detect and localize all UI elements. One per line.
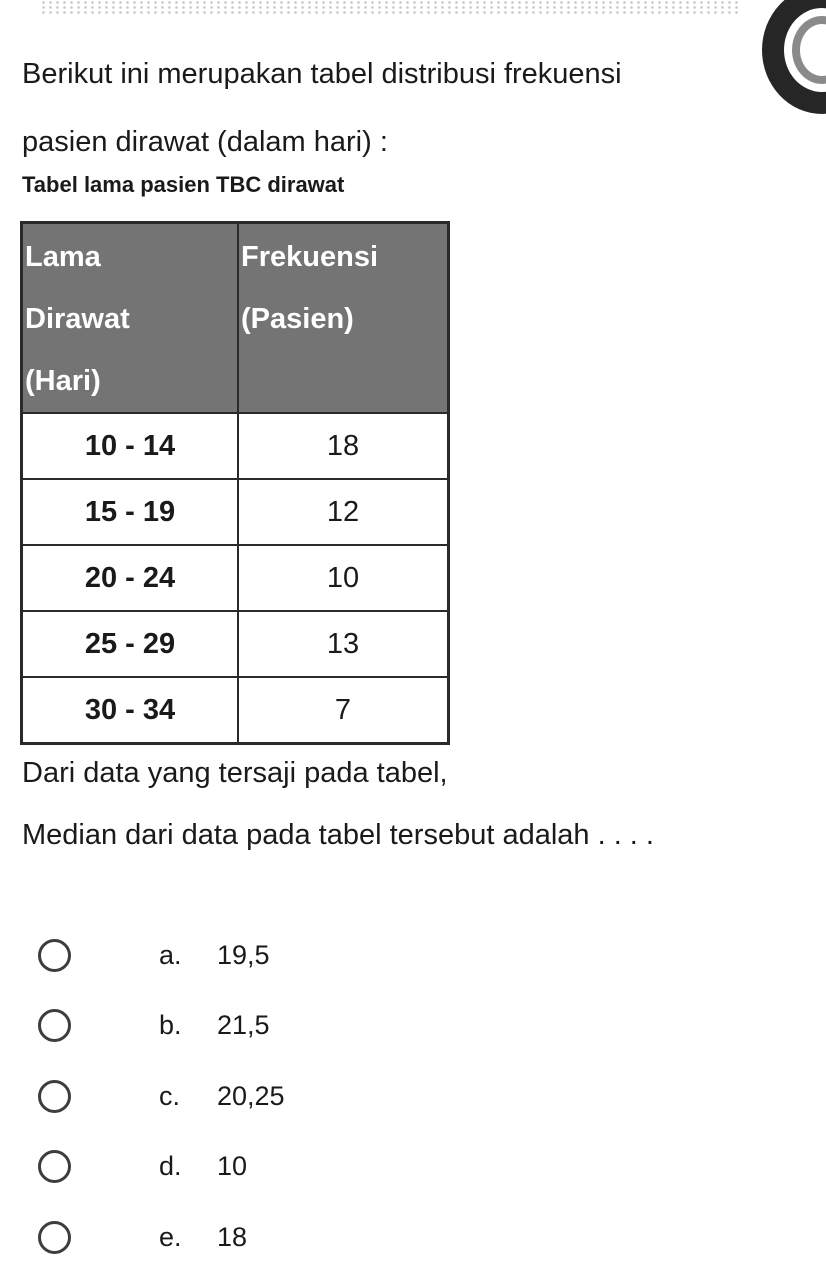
option-letter: c. [159, 1080, 181, 1111]
table-title: Tabel lama pasien TBC dirawat [22, 172, 345, 197]
frequency-cell: 18 [238, 413, 449, 479]
header-duration-line: Lama [25, 241, 101, 273]
radio-button-icon[interactable] [38, 1080, 71, 1113]
frequency-cell: 10 [238, 545, 449, 611]
table-header-row [22, 223, 449, 414]
range-cell: 30 - 34 [22, 677, 239, 744]
answer-options [38, 920, 438, 1273]
question-text [22, 742, 812, 866]
range-cell: 15 - 19 [22, 479, 239, 545]
header-frequency-line: Frekuensi [241, 241, 378, 273]
range-cell: 25 - 29 [22, 611, 239, 677]
option-value: 21,5 [217, 1010, 270, 1041]
frequency-cell: 13 [238, 611, 449, 677]
option-value: 18 [217, 1221, 248, 1252]
header-duration [22, 223, 239, 414]
header-frequency [238, 223, 449, 414]
question-line-1: Dari data yang tersaji pada tabel, [22, 757, 448, 789]
option-b[interactable] [38, 991, 438, 1062]
option-d[interactable] [38, 1132, 438, 1203]
option-value: 19,5 [217, 939, 270, 970]
intro-line-1: Berikut ini merupakan tabel distribusi frekuensi [22, 58, 622, 90]
header-duration-line: (Hari) [25, 365, 101, 397]
question-line-2: Median dari data pada tabel tersebut adalah . . . . [22, 819, 654, 851]
option-a[interactable] [38, 920, 438, 991]
option-value: 10 [217, 1151, 248, 1182]
table-row [22, 413, 449, 479]
radio-button-icon[interactable] [38, 1009, 71, 1042]
frequency-table [20, 221, 450, 745]
option-value: 20,25 [217, 1080, 285, 1111]
table-row [22, 479, 449, 545]
table-row [22, 677, 449, 744]
header-frequency-line: (Pasien) [241, 303, 354, 335]
page-edge-dots [40, 0, 740, 14]
option-letter: d. [159, 1151, 182, 1182]
radio-button-icon[interactable] [38, 1150, 71, 1183]
intro-text [22, 40, 782, 176]
table-row [22, 545, 449, 611]
option-letter: b. [159, 1010, 182, 1041]
option-e[interactable] [38, 1202, 438, 1273]
frequency-cell: 7 [238, 677, 449, 744]
option-letter: e. [159, 1221, 182, 1252]
intro-line-2: pasien dirawat (dalam hari) : [22, 126, 388, 158]
range-cell: 10 - 14 [22, 413, 239, 479]
radio-button-icon[interactable] [38, 939, 71, 972]
radio-button-icon[interactable] [38, 1221, 71, 1254]
range-cell: 20 - 24 [22, 545, 239, 611]
header-duration-line: Dirawat [25, 303, 130, 335]
option-c[interactable] [38, 1061, 438, 1132]
table-row [22, 611, 449, 677]
option-letter: a. [159, 939, 182, 970]
frequency-cell: 12 [238, 479, 449, 545]
